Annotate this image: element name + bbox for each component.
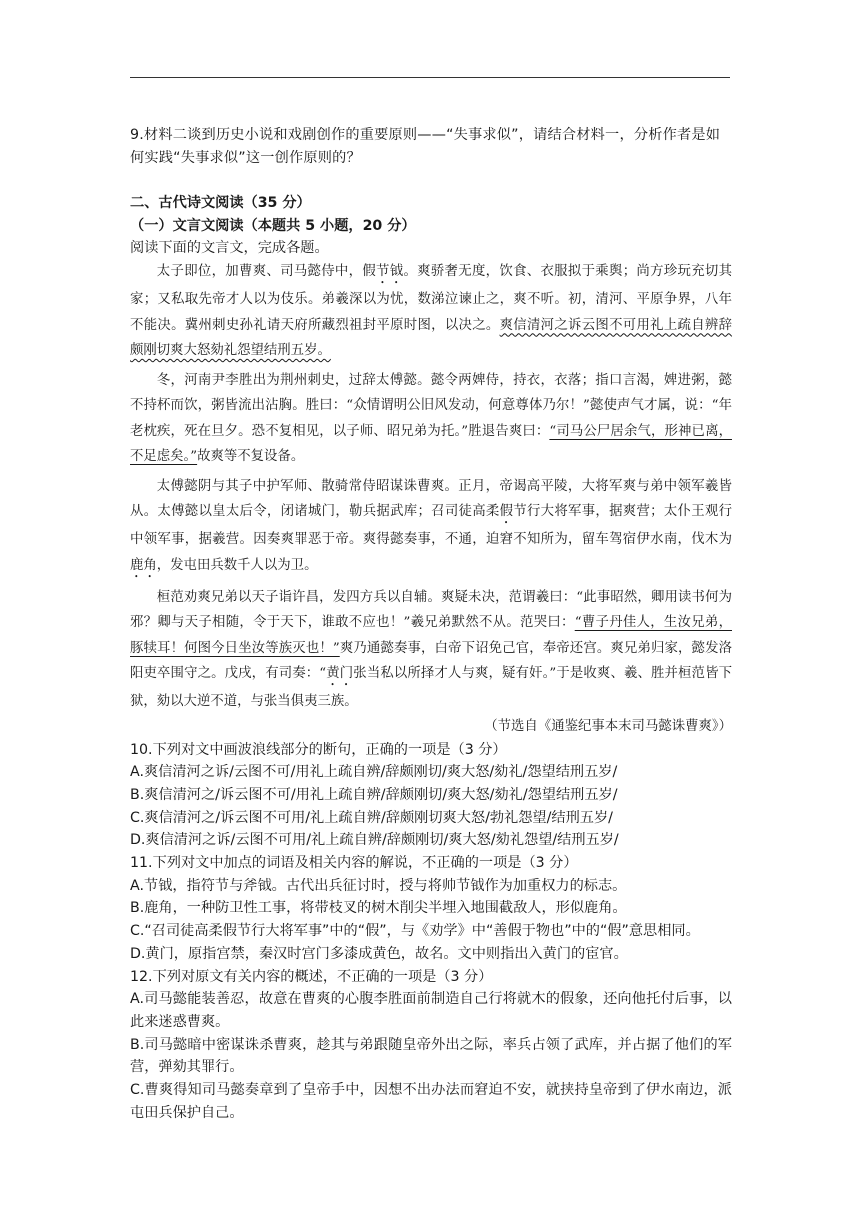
wavy-underlined-sentence: 爽信清河之诉云图不可用礼上疏自辨辞颇刚切爽大怒劾礼怨望结刑五岁。: [130, 317, 733, 358]
question-stem: 12.下列对原文有关内容的概述，不正确的一项是（3 分）: [130, 968, 493, 985]
question-stem: 10.下列对文中画波浪线部分的断句，正确的一项是（3 分）: [130, 741, 507, 758]
passage-text: 太子即位，加曹爽、司马懿侍中，假: [156, 264, 377, 279]
passage-text: 张当私以所择才人与爽，疑有奸。”于是收爽、羲、胜并桓范皆下狱，劾以大逆不道，与张当俱夷三族。: [130, 666, 732, 709]
passage-paragraph-3: [130, 474, 732, 581]
section-title: 二、古代诗文阅读（35 分）: [130, 195, 311, 211]
dotted-term: 黄门: [326, 666, 354, 681]
question-10: [130, 739, 732, 853]
option-c: C.“召司徒高柔假节行大将军事”中的“假”，与《劝学》中“善假于物也”中的“假”意思相同。: [130, 923, 700, 940]
underlined-sentence: “曹子丹佳人，生汝兄弟，豚犊耳！何图今日坐汝等族灭也！”: [130, 615, 732, 656]
dotted-term: 假: [499, 504, 514, 519]
classical-passage: [130, 259, 732, 715]
subsection-title: （一）文言文阅读（本题共 5 小题，20 分）: [130, 218, 416, 234]
option-a: A.节钺，指符节与斧钺。古代出兵征讨时，授与将帅节钺作为加重权力的标志。: [130, 877, 627, 894]
passage-text: 节行大将军事，据爽营；太仆王观行中领军事，据羲营。因奏爽罪恶于帝。爽得懿奏事，不通，迫窘不知所为，留车驾宿伊水南，伐木为: [130, 504, 733, 547]
passage-text: 故爽等不复设备。: [197, 449, 305, 464]
passage-paragraph-2: [130, 368, 732, 470]
option-a: A.爽信清河之诉/云图不可/用礼上疏自辨/辞颇刚切/爽大怒/劾礼/怨望结刑五岁/: [130, 764, 618, 781]
option-b: B.司马懿暗中密谋诛杀曹爽，趁其与弟跟随皇帝外出之际，率兵占领了武库，并占据了他们的军营，弹劾其罪行。: [130, 1036, 732, 1076]
question-12: [130, 966, 732, 1125]
question-stem: 11.下列对文中加点的词语及相关内容的解说，不正确的一项是（3 分）: [130, 855, 578, 872]
passage-paragraph-1: [130, 259, 732, 364]
passage-source: （节选自《通鉴纪事本末司马懿诛曹爽》）: [484, 718, 732, 734]
option-b: B.鹿角，一种防卫性工事，将带枝叉的树木削尖半埋入地围截敌人，形似鹿角。: [130, 900, 627, 917]
header-rule: [130, 77, 730, 78]
question-9: 9.材料二谈到历史小说和戏剧创作的重要原则——“失事求似”，请结合材料一，分析作者是如何实践“失事求似”这一创作原则的？: [130, 127, 721, 166]
passage-text: 桓范劝爽兄弟以天子诣许昌，发四方兵以自辅。爽疑未决，范谓羲曰：“此事昭然，卿用读书何为邪？卿与天子相随，令于天下，谁敢不应也！”羲兄弟默然不从。范哭曰：: [130, 589, 732, 630]
passage-text: 太傅懿阴与其子中护军师、散骑常侍昭谋诛曹爽。正月，帝谒高平陵，大将军爽与弟中领军羲皆从。太傅懿以皇太后令，闭诸城门，勒兵据武库；召司徒高柔: [130, 478, 732, 519]
passage-text: ，发屯田兵数千人以为卫。: [156, 557, 318, 573]
underlined-sentence: “司马公尸居余气，形神已离，不足虑矣。”: [130, 423, 732, 464]
instruction: 阅读下面的文言文，完成各题。: [130, 240, 329, 256]
question-11: [130, 852, 732, 966]
page-content: [130, 124, 732, 1124]
option-d: D.爽信清河之诉/云图不可用/礼上疏自辨/辞颇刚切/爽大怒/劾礼怨望/结刑五岁/: [130, 832, 619, 849]
passage-text: 。爽骄奢无度，饮食、衣服拟于乘舆；尚方珍玩充切其家；又私取先帝才人以为伎乐。弟羲深以为忧，数涕泣谏止之，爽不听。初，清河、平原争界，八年不能决。冀州刺史孙礼请天府所藏烈祖封平原时图，以决之。: [130, 264, 733, 333]
dotted-term: 节钺: [376, 264, 404, 279]
option-c: C.爽信清河之/诉云图不可用/礼上疏自辨/辞颇刚切爽大怒/勃礼怨望/结刑五岁/: [130, 809, 613, 826]
option-c: C.曹爽得知司马懿奏章到了皇帝手中，因想不出办法而窘迫不安，就挟持皇帝到了伊水南边，派屯田兵保护自己。: [130, 1082, 732, 1121]
passage-text: 冬，河南尹李胜出为荆州刺史，过辞太傅懿。懿令两婢侍，持衣，衣落；指口言渴，婢进粥，懿不持杯而饮，粥皆流出沾胸。胜曰：“众情谓明公旧风发动，何意尊体乃尔！”懿使声气才属，说：“年老枕疾，死在旦夕。恐不复相见，以子师、昭兄弟为托。”胜退告爽曰：: [130, 372, 732, 439]
option-b: B.爽信清河之/诉云图不可/用礼上疏自辨/辞颇刚切/爽大怒/劾礼/怨望结刑五岁/: [130, 786, 618, 803]
passage-paragraph-4: [130, 585, 732, 715]
option-a: A.司马懿能装善忍，故意在曹爽的心腹李胜面前制造自己行将就木的假象，还向他托付后事，以此来迷惑曹爽。: [130, 991, 732, 1030]
option-d: D.黄门，原指宫禁，秦汉时宫门多漆成黄色，故名。文中则指出入黄门的宦官。: [130, 945, 628, 962]
dotted-term: 鹿角: [130, 557, 157, 573]
passage-text: 爽乃通懿奏事，白帝下诏免己官，奉帝还宫。爽兄弟归家，懿发洛阳吏卒围守之。戊戌，有司奏：“: [130, 640, 732, 681]
